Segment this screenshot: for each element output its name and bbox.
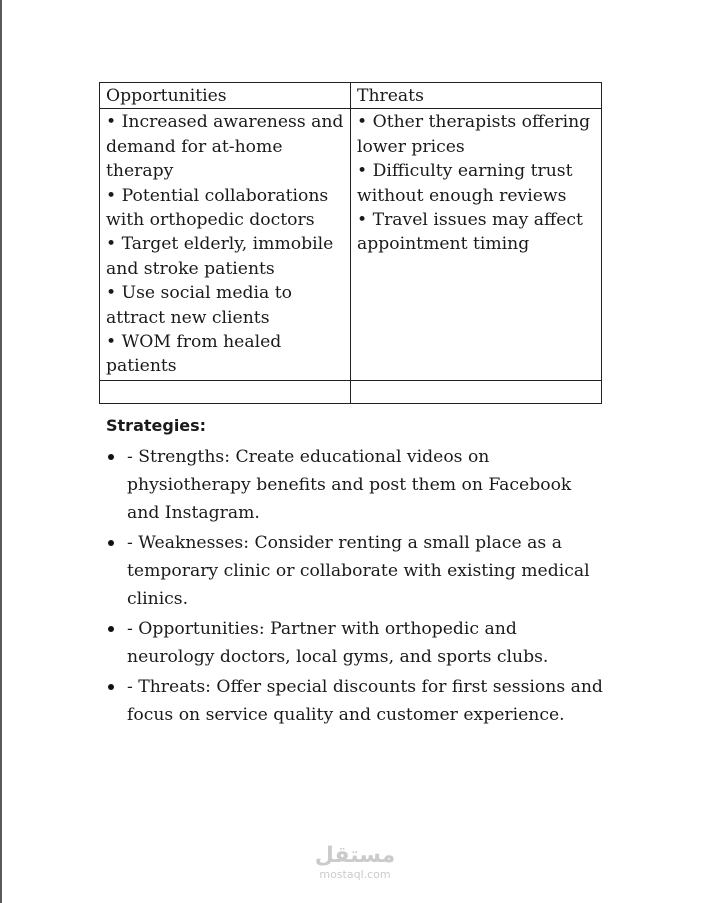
strategy-list (106, 443, 606, 731)
strategy-text: - Weaknesses: Consider renting a small place as a temporary clinic or collaborate with existing medical clinics. (127, 533, 590, 609)
threat-item: • Other therapists offering lower prices (357, 112, 591, 157)
watermark-logo: مستقل (314, 843, 396, 868)
opportunities-cell (100, 109, 351, 380)
empty-cell (351, 380, 602, 403)
opportunity-item: • WOM from healed patients (106, 332, 282, 377)
threat-item: • Difficulty earning trust without enough reviews (357, 161, 573, 206)
opportunity-item: • Target elderly, immobile and stroke patients (106, 234, 334, 279)
strategies-heading: Strategies: (106, 416, 207, 435)
page-left-border (0, 0, 2, 903)
strategy-item-threats (106, 673, 606, 729)
opportunity-item: • Potential collaborations with orthopedic doctors (106, 185, 329, 231)
strategy-text: - Opportunities: Partner with orthopedic and neurology doctors, local gyms, and sports clubs. (127, 619, 549, 667)
mostaql-watermark (310, 842, 400, 881)
strategy-text: - Threats: Offer special discounts for first sessions and focus on service quality and customer experience. (127, 677, 603, 725)
table-header-row (100, 83, 602, 109)
strategy-item-strengths (106, 443, 606, 527)
bullet-icon (108, 684, 114, 690)
bullet-icon (108, 540, 114, 546)
empty-cell (100, 380, 351, 403)
watermark-url: mostaql.com (319, 868, 391, 881)
swot-table (99, 82, 602, 404)
strategy-text: - Strengths: Create educational videos on physiotherapy benefits and post them on Facebook and Instagram. (127, 447, 572, 523)
opportunity-item: • Increased awareness and demand for at-home therapy (106, 112, 344, 182)
opportunity-item: • Use social media to attract new clients (106, 283, 292, 328)
bullet-icon (108, 454, 114, 460)
threat-item: • Travel issues may affect appointment timing (357, 210, 583, 255)
header-opportunities: Opportunities (100, 83, 351, 109)
strategy-item-opportunities (106, 615, 606, 671)
threats-cell (351, 109, 602, 380)
header-threats: Threats (351, 83, 602, 109)
strategy-item-weaknesses (106, 529, 606, 613)
table-row (100, 109, 602, 380)
table-empty-row (100, 380, 602, 403)
bullet-icon (108, 626, 114, 632)
